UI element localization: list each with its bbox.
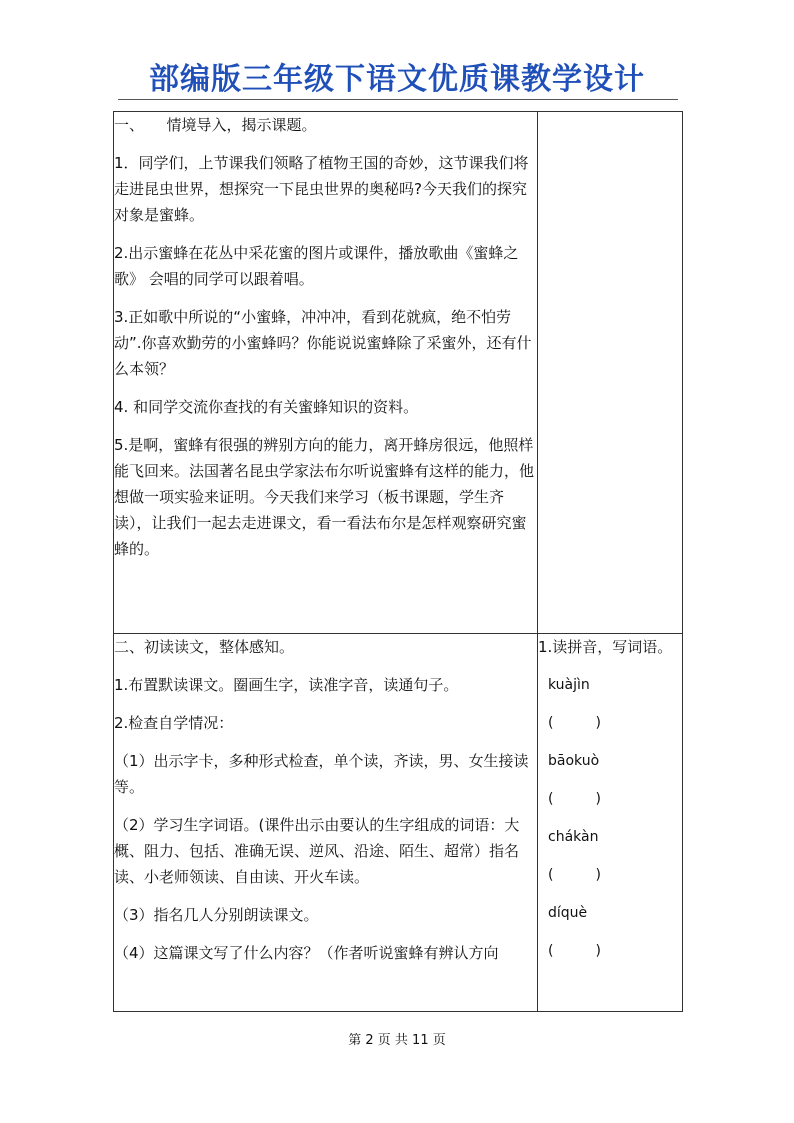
- section-heading: 二、初读读文，整体感知。: [114, 638, 295, 656]
- paragraph: （1）出示字卡，多种形式检查，单个读，齐读，男、女生接读等。: [114, 752, 529, 796]
- exercise-cell: [538, 634, 683, 1012]
- section-heading: 一、 情境导入，揭示课题。: [114, 116, 317, 134]
- paragraph: 2.检查自学情况：: [114, 714, 234, 732]
- pinyin-word: kuàjìn: [548, 677, 590, 693]
- pinyin-word: díquè: [548, 905, 588, 921]
- table-row: [114, 112, 683, 634]
- section-intro-cell: [114, 112, 538, 634]
- answer-blank: ( ): [548, 715, 601, 731]
- answer-blank: ( ): [548, 867, 601, 883]
- title-divider: [118, 99, 678, 100]
- page-footer: 第 2 页 共 11 页: [348, 1033, 446, 1048]
- lesson-table: [113, 111, 683, 1012]
- paragraph: （3）指名几人分别朗读课文。: [114, 906, 319, 924]
- exercise-heading: 1.读拼音，写词语。: [538, 638, 673, 656]
- paragraph: 1．同学们，上节课我们领略了植物王国的奇妙，这节课我们将走进昆虫世界，想探究一下昆虫世界的奥秘吗?今天我们的探究对象是蜜蜂。: [114, 154, 529, 224]
- paragraph: 2.出示蜜蜂在花丛中采花蜜的图片或课件，播放歌曲《蜜蜂之歌》 会唱的同学可以跟着唱。: [114, 244, 519, 288]
- paragraph: （2）学习生字词语。(课件出示由要认的生字组成的词语：大概、阻力、包括、准确无误、逆风、沿途、陌生、超常）指名读、小老师领读、自由读、开火车读。: [114, 816, 520, 886]
- answer-blank: ( ): [548, 943, 601, 959]
- pinyin-word: chákàn: [548, 829, 599, 845]
- paragraph: 5.是啊，蜜蜂有很强的辨别方向的能力，离开蜂房很远，他照样能飞回来。法国著名昆虫学家法布尔听说蜜蜂有这样的能力，他想做一项实验来证明。今天我们来学习（板书课题，学生齐读），让我们一起去走进课文，看一看法布尔是怎样观察研究蜜蜂的。: [114, 436, 535, 558]
- paragraph: 1.布置默读课文。圈画生字，读准字音，读通句子。: [114, 676, 459, 694]
- paragraph: （4）这篇课文写了什么内容？（作者听说蜜蜂有辨认方向: [114, 944, 499, 962]
- side-cell-empty: [538, 112, 683, 634]
- document-title: 部编版三年级下语文优质课教学设计: [149, 62, 645, 97]
- paragraph: 4. 和同学交流你查找的有关蜜蜂知识的资料。: [114, 398, 419, 416]
- paragraph: 3.正如歌中所说的“小蜜蜂，冲冲冲，看到花就疯，绝不怕劳动”.你喜欢勤劳的小蜜蜂吗？你能说说蜜蜂除了采蜜外，还有什么本领？: [114, 308, 532, 378]
- pinyin-word: bāokuò: [548, 753, 600, 769]
- answer-blank: ( ): [548, 791, 601, 807]
- table-row: [114, 634, 683, 1012]
- section-reading-cell: [114, 634, 538, 1012]
